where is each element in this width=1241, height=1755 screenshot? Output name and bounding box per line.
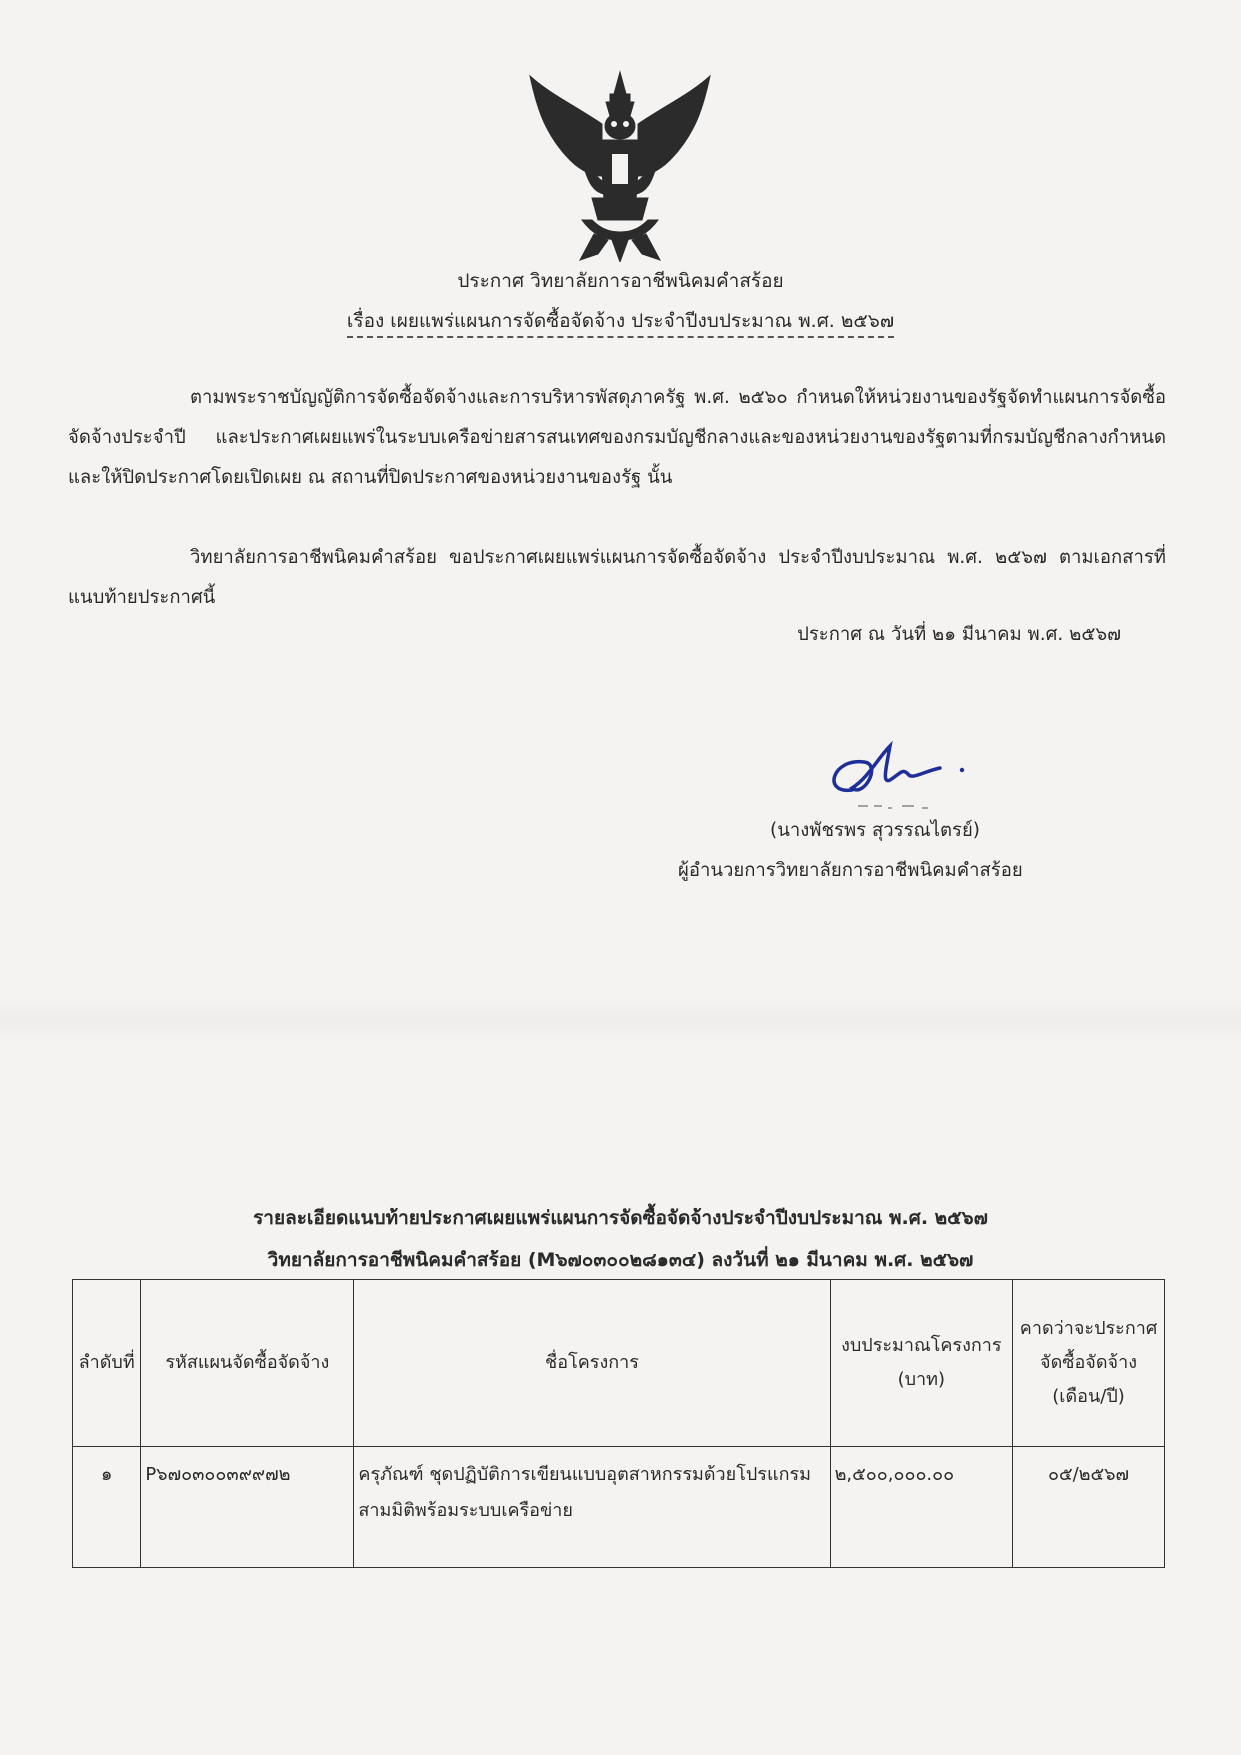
paragraph-1-text: ตามพระราชบัญญัติการจัดซื้อจัดจ้างและการบริหารพัสดุภาครัฐ พ.ศ. ๒๕๖๐ กำหนดให้หน่วยงานของรัฐจัดทำแผนการจัดซื้อจัดจ้างประจำปี และประกาศเผยแพร่ในระบบเครือข่ายสารสนเทศของกรมบัญชีกลางและของหน่วยงานของรัฐตามที่กรมบัญชีกลางกำหนด และให้ปิดประกาศโดยเปิดเผย ณ สถานที่ปิดประกาศของหน่วยงานของรัฐ นั้น <box>68 387 1166 488</box>
signature-icon <box>812 728 992 818</box>
paragraph-1 <box>68 378 1166 498</box>
signer-position: ผู้อำนวยการวิทยาลัยการอาชีพนิคมคำสร้อย <box>678 860 1023 881</box>
col-project-name: ชื่อโครงการ <box>354 1280 830 1447</box>
col-budget: งบประมาณโครงการ (บาท) <box>830 1280 1013 1447</box>
attachment-subtitle: วิทยาลัยการอาชีพนิคมคำสร้อย (M๖๗๐๓๐๐๒๘๑๓๔) ลงวันที่ ๒๑ มีนาคม พ.ศ. ๒๕๖๗ <box>267 1249 974 1271</box>
cell-project-name: ครุภัณฑ์ ชุดปฏิบัติการเขียนแบบอุตสาหกรรมด้วยโปรแกรมสามมิติพร้อมระบบเครือข่าย <box>354 1447 830 1568</box>
paragraph-2-text: วิทยาลัยการอาชีพนิคมคำสร้อย ขอประกาศเผยแพร่แผนการจัดซื้อจัดจ้าง ประจำปีงบประมาณ พ.ศ. ๒๕๖๗ ตามเอกสารที่แนบท้ายประกาศนี้ <box>68 547 1166 608</box>
announcement-date: ประกาศ ณ วันที่ ๒๑ มีนาคม พ.ศ. ๒๕๖๗ <box>797 624 1121 645</box>
scan-smudge <box>0 1000 1241 1040</box>
table-row <box>73 1447 1165 1568</box>
col-expected-month: คาดว่าจะประกาศจัดซื้อจัดจ้าง (เดือน/ปี) <box>1013 1280 1165 1447</box>
cell-budget: ๒,๕๐๐,๐๐๐.๐๐ <box>830 1447 1013 1568</box>
cell-expected-month: ๐๕/๒๕๖๗ <box>1013 1447 1165 1568</box>
cell-plan-code: P๖๗๐๓๐๐๓๙๙๗๒ <box>141 1447 354 1568</box>
col-no: ลำดับที่ <box>73 1280 141 1447</box>
announcement-subject-text: เรื่อง เผยแพร่แผนการจัดซื้อจัดจ้าง ประจำปีงบประมาณ พ.ศ. ๒๕๖๗ <box>347 310 894 338</box>
col-plan-code: รหัสแผนจัดซื้อจัดจ้าง <box>141 1280 354 1447</box>
announcement-title: ประกาศ วิทยาลัยการอาชีพนิคมคำสร้อย <box>457 270 784 292</box>
paragraph-2 <box>68 538 1166 618</box>
attachment-title: รายละเอียดแนบท้ายประกาศเผยแพร่แผนการจัดซื้อจัดจ้างประจำปีงบประมาณ พ.ศ. ๒๕๖๗ <box>253 1207 988 1229</box>
table-header-row <box>73 1280 1165 1447</box>
announcement-subject <box>0 306 1241 336</box>
cell-no: ๑ <box>73 1447 141 1568</box>
garuda-emblem-icon <box>522 64 718 262</box>
signer-name: (นางพัชรพร สุวรรณไตรย์) <box>770 820 981 841</box>
procurement-plan-table <box>72 1279 1165 1568</box>
